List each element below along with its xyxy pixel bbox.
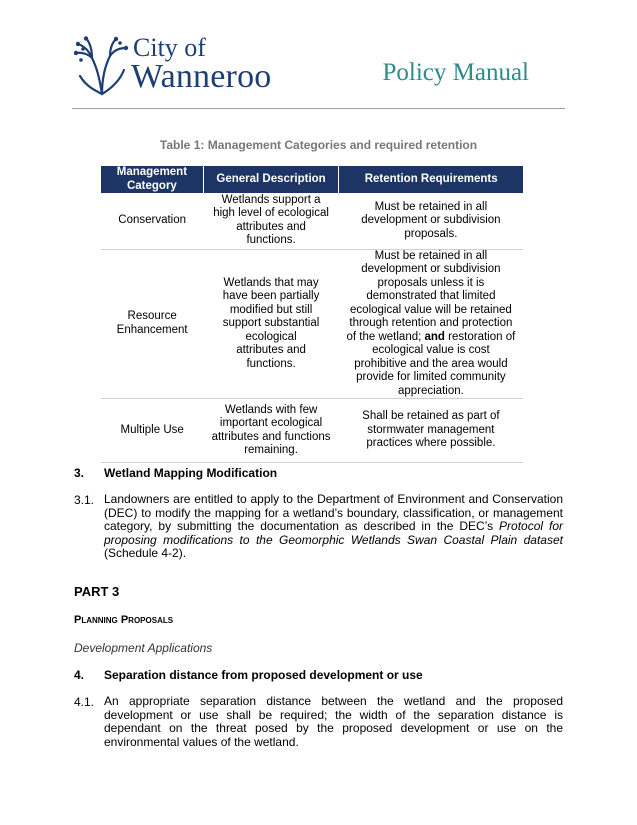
category-cell: Multiple Use bbox=[101, 399, 203, 463]
retention-text-bold: and bbox=[424, 330, 445, 343]
table-row bbox=[101, 249, 523, 399]
logo-line-2: Wanneroo bbox=[131, 58, 272, 95]
category-text: Resource Enhancement bbox=[116, 310, 188, 336]
clause-3-1-end: (Schedule 4-2). bbox=[104, 546, 187, 560]
retention-text: Must be retained in all development or subdivision proposals. bbox=[361, 200, 501, 240]
manual-title: Policy Manual bbox=[382, 59, 529, 86]
description-cell bbox=[203, 249, 339, 399]
retention-text bbox=[345, 250, 517, 399]
description-text: Wetlands with few important ecological attributes and functions remaining. bbox=[211, 403, 331, 456]
description-text: Wetlands support a high level of ecological attributes and functions. bbox=[213, 193, 329, 247]
retention-cell bbox=[339, 249, 523, 399]
clause-4-1-text: An appropriate separation distance between the wetland and the proposed development or use shall be required; the width of the separation distance is dependant on the threat posed by the proposed development or use on the environmental values of the wetland. bbox=[104, 694, 563, 749]
part-title: PART 3 bbox=[74, 584, 120, 599]
clause-3-1-italic: Protocol for proposing modifications to the Geomorphic Wetlands Swan Coastal Plain dataset bbox=[104, 519, 563, 547]
management-categories-table bbox=[101, 166, 523, 463]
retention-cell bbox=[339, 193, 523, 249]
part-subheading: Development Applications bbox=[74, 641, 213, 655]
category-cell: Conservation bbox=[101, 193, 203, 249]
retention-cell bbox=[339, 399, 523, 463]
header-retention-requirements: Retention Requirements bbox=[339, 166, 523, 193]
clause-4-1-number: 4.1. bbox=[74, 695, 95, 709]
clause-3-1-text bbox=[104, 493, 563, 561]
retention-text-before: Must be retained in all development or subdivision proposals unless it is demonstrated that limited ecological value will be retained through retention and protection of the wetland; bbox=[346, 249, 513, 343]
header-divider bbox=[72, 108, 565, 109]
section-4-title: Separation distance from proposed development or use bbox=[104, 668, 423, 682]
description-text: Wetlands that may have been partially modified but still support substantial ecological attributes and functions. bbox=[222, 276, 320, 370]
part-subtitle: Planning Proposals bbox=[74, 614, 174, 626]
header-management-category: Management Category bbox=[101, 166, 203, 193]
section-3-number: 3. bbox=[74, 466, 85, 480]
section-3-title: Wetland Mapping Modification bbox=[104, 466, 278, 480]
retention-text: Shall be retained as part of stormwater management practices where possible. bbox=[362, 410, 500, 450]
description-cell bbox=[203, 193, 339, 249]
table-caption: Table 1: Management Categories and required retention bbox=[159, 138, 478, 152]
table-row bbox=[101, 193, 523, 249]
logo-line-1: City of bbox=[133, 33, 206, 62]
clause-3-1-body: Landowners are entitled to apply to the Department of Environment and Conservation (DEC) to modify the mapping for a wetland’s boundary, classification, or management category, by submitting the documentation as described in the DEC’s bbox=[104, 492, 563, 533]
description-cell bbox=[203, 399, 339, 463]
kangaroo-paw-logo-icon bbox=[72, 36, 132, 98]
category-cell bbox=[101, 249, 203, 399]
section-4-number: 4. bbox=[74, 668, 85, 682]
retention-text-after: restoration of ecological value is cost prohibitive and the area would provide for limited community appreciation. bbox=[354, 330, 516, 397]
table-row bbox=[101, 399, 523, 463]
header-general-description: General Description bbox=[203, 166, 339, 193]
clause-3-1-number: 3.1. bbox=[74, 493, 95, 507]
table-header-row bbox=[101, 166, 523, 193]
